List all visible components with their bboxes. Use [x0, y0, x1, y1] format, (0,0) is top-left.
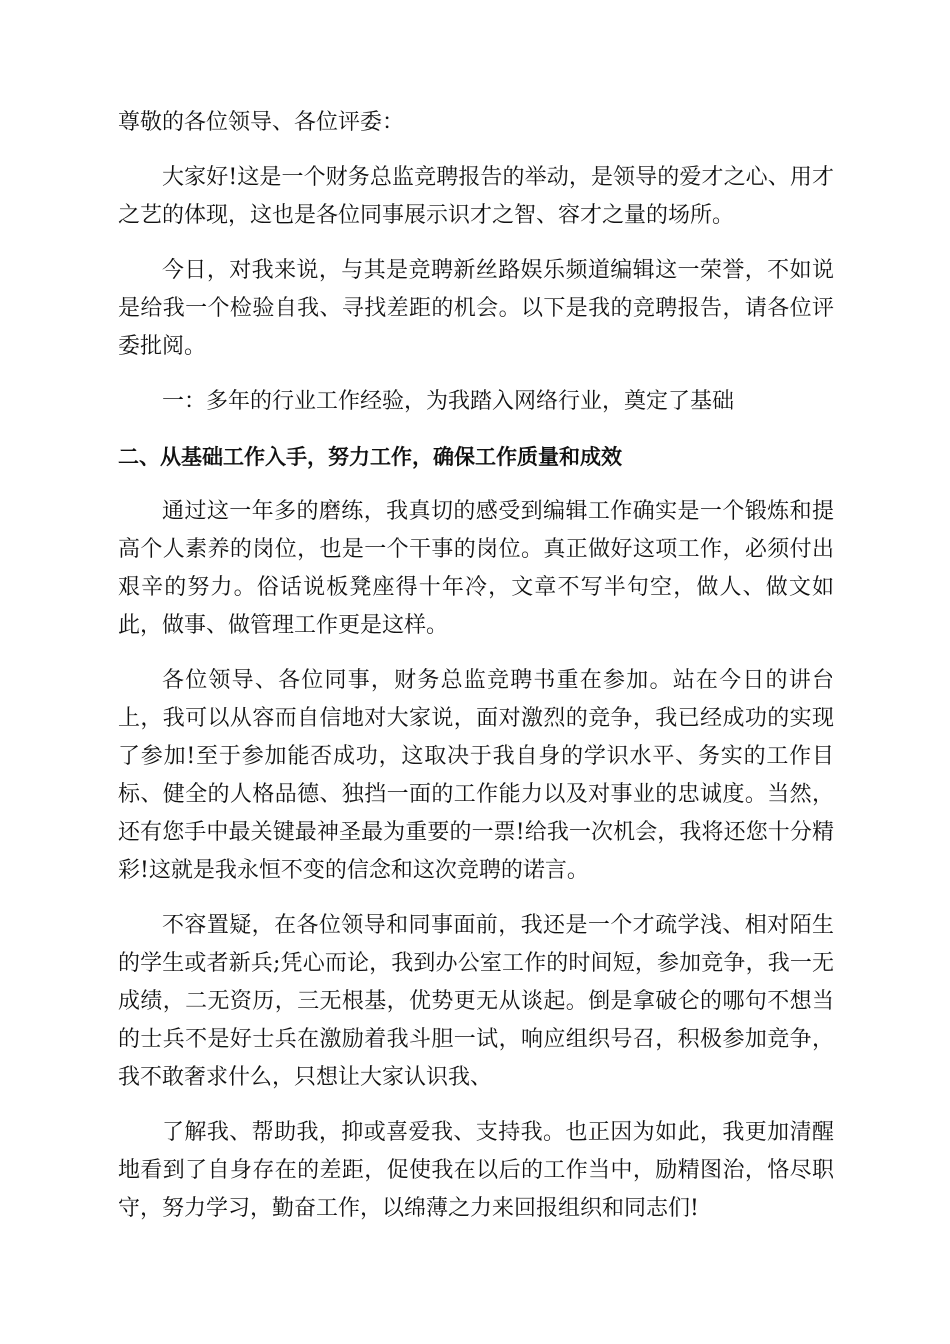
- section-one-title: 一：多年的行业工作经验，为我踏入网络行业，奠定了基础: [162, 389, 735, 414]
- salutation: 尊敬的各位领导、各位评委：: [118, 110, 405, 135]
- paragraph-experience: 通过这一年多的磨练，我真切的感受到编辑工作确实是一个锻炼和提高个人素养的岗位，也是一个干事的岗位。真正做好这项工作，必须付出艰辛的努力。俗话说板凳座得十年冷，文章不写半句空，做人、做文如此，做事、做管理工作更是这样。: [118, 499, 834, 638]
- document-body: [118, 104, 834, 1245]
- paragraph-greeting: 大家好!这是一个财务总监竞聘报告的举动，是领导的爱才之心、用才之艺的体现，这也是各位同事展示识才之智、容才之量的场所。: [118, 165, 834, 228]
- paragraph-commitment: 了解我、帮助我，抑或喜爱我、支持我。也正因为如此，我更加清醒地看到了自身存在的差距，促使我在以后的工作当中，励精图治，恪尽职守，努力学习，勤奋工作，以绵薄之力来回报组织和同志们!: [118, 1120, 834, 1221]
- paragraph-humility: 不容置疑，在各位领导和同事面前，我还是一个才疏学浅、相对陌生的学生或者新兵;凭心而论，我到办公室工作的时间短，参加竞争，我一无成绩，二无资历，三无根基，优势更无从谈起。倒是拿破仑的哪句不想当的士兵不是好士兵在激励着我斗胆一试，响应组织号召，积极参加竞争，我不敢奢求什么，只想让大家认识我、: [118, 913, 834, 1090]
- paragraph-opportunity: 今日，对我来说，与其是竞聘新丝路娱乐频道编辑这一荣誉，不如说是给我一个检验自我、寻找差距的机会。以下是我的竞聘报告，请各位评委批阅。: [118, 258, 834, 359]
- paragraph-participation: 各位领导、各位同事，财务总监竞聘书重在参加。站在今日的讲台上，我可以从容而自信地对大家说，面对激烈的竞争，我已经成功的实现了参加!至于参加能否成功，这取决于我自身的学识水平、务实的工作目标、健全的人格品德、独挡一面的工作能力以及对事业的忠诚度。当然，还有您手中最关键最神圣最为重要的一票!给我一次机会，我将还您十分精彩!这就是我永恒不变的信念和这次竞聘的诺言。: [118, 668, 834, 883]
- section-two-heading: 二、从基础工作入手，努力工作，确保工作质量和成效: [118, 445, 622, 469]
